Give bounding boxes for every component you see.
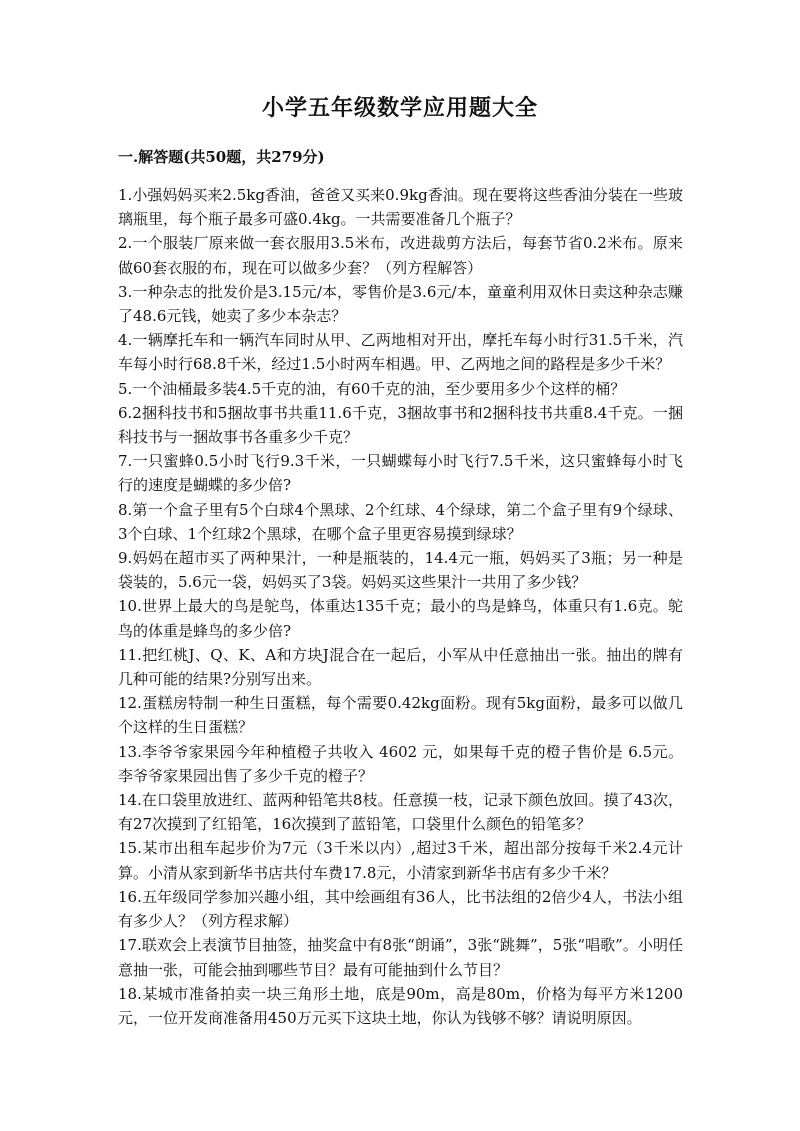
question-item: 16.五年级同学参加兴趣小组，其中绘画组有36人，比书法组的2倍少4人，书法小组有多少人？（列方程求解） — [118, 887, 683, 931]
question-item: 13.李爷爷家果园今年种植橙子共收入 4602 元，如果每千克的橙子售价是 6.5元。李爷爷家果园出售了多少千克的橙子？ — [118, 742, 683, 785]
question-list — [118, 183, 683, 1030]
document-title: 小学五年级数学应用题大全 — [261, 95, 538, 121]
question-item: 15.某市出租车起步价为7元（3千米以内）,超过3千米，超出部分按每千米2.4元计算。小清从家到新华书店共付车费17.8元，小清家到新华书店有多少千米？ — [118, 839, 683, 882]
question-item: 4.一辆摩托车和一辆汽车同时从甲、乙两地相对开出，摩托车每小时行31.5千米，汽车每小时行68.8千米，经过1.5小时两车相遇。甲、乙两地之间的路程是多少千米？ — [118, 331, 683, 374]
question-item: 7.一只蜜蜂0.5小时飞行9.3千米，一只蝴蝶每小时飞行7.5千米，这只蜜蜂每小时飞行的速度是蝴蝶的多少倍? — [118, 452, 683, 495]
question-item: 17.联欢会上表演节目抽签，抽奖盒中有8张“朗诵”，3张“跳舞”，5张“唱歌”。小明任意抽一张，可能会抽到哪些节目？最有可能抽到什么节目？ — [118, 936, 683, 979]
question-item: 6.2捆科技书和5捆故事书共重11.6千克，3捆故事书和2捆科技书共重8.4千克。一捆科技书与一捆故事书各重多少千克？ — [118, 403, 683, 447]
question-item: 18.某城市准备拍卖一块三角形土地，底是90m，高是80m，价格为每平方米1200元，一位开发商准备用450万元买下这块土地，你认为钱够不够？请说明原因。 — [118, 984, 683, 1027]
question-item: 1.小强妈妈买来2.5kg香油，爸爸又买来0.9kg香油。现在要将这些香油分装在一些玻璃瓶里，每个瓶子最多可盛0.4kg。一共需要准备几个瓶子？ — [118, 186, 683, 229]
question-item: 5.一个油桶最多装4.5千克的油，有60千克的油，至少要用多少个这样的桶？ — [118, 379, 626, 398]
question-item: 12.蛋糕房特制一种生日蛋糕，每个需要0.42kg面粉。现有5kg面粉，最多可以做几个这样的生日蛋糕？ — [118, 694, 683, 737]
question-item: 8.第一个盒子里有5个白球4个黑球、2个红球、4个绿球，第二个盒子里有9个绿球、3个白球、1个红球2个黑球，在哪个盒子里更容易摸到绿球？ — [118, 500, 683, 543]
question-item: 11.把红桃J、Q、K、A和方块J混合在一起后，小军从中任意抽出一张。抽出的牌有几种可能的结果?分别写出来。 — [118, 645, 683, 689]
question-item: 2.一个服装厂原来做一套衣服用3.5米布，改进裁剪方法后，每套节省0.2米布。原来做60套衣服的布，现在可以做多少套？（列方程解答） — [118, 234, 683, 277]
question-item: 10.世界上最大的鸟是鸵鸟，体重达135千克；最小的鸟是蜂鸟，体重只有1.6克。鸵鸟的体重是蜂鸟的多少倍? — [118, 597, 683, 640]
section-heading: 一.解答题(共50题，共279分) — [118, 148, 325, 166]
question-item: 9.妈妈在超市买了两种果汁，一种是瓶装的，14.4元一瓶，妈妈买了3瓶；另一种是袋装的，5.6元一袋，妈妈买了3袋。妈妈买这些果汁一共用了多少钱？ — [118, 549, 683, 592]
question-item: 14.在口袋里放进红、蓝两种铅笔共8枝。任意摸一枝，记录下颜色放回。摸了43次，有27次摸到了红铅笔，16次摸到了蓝铅笔，口袋里什么颜色的铅笔多？ — [118, 791, 683, 834]
question-item: 3.一种杂志的批发价是3.15元/本，零售价是3.6元/本，童童利用双休日卖这种杂志赚了48.6元钱，她卖了多少本杂志？ — [118, 282, 683, 326]
